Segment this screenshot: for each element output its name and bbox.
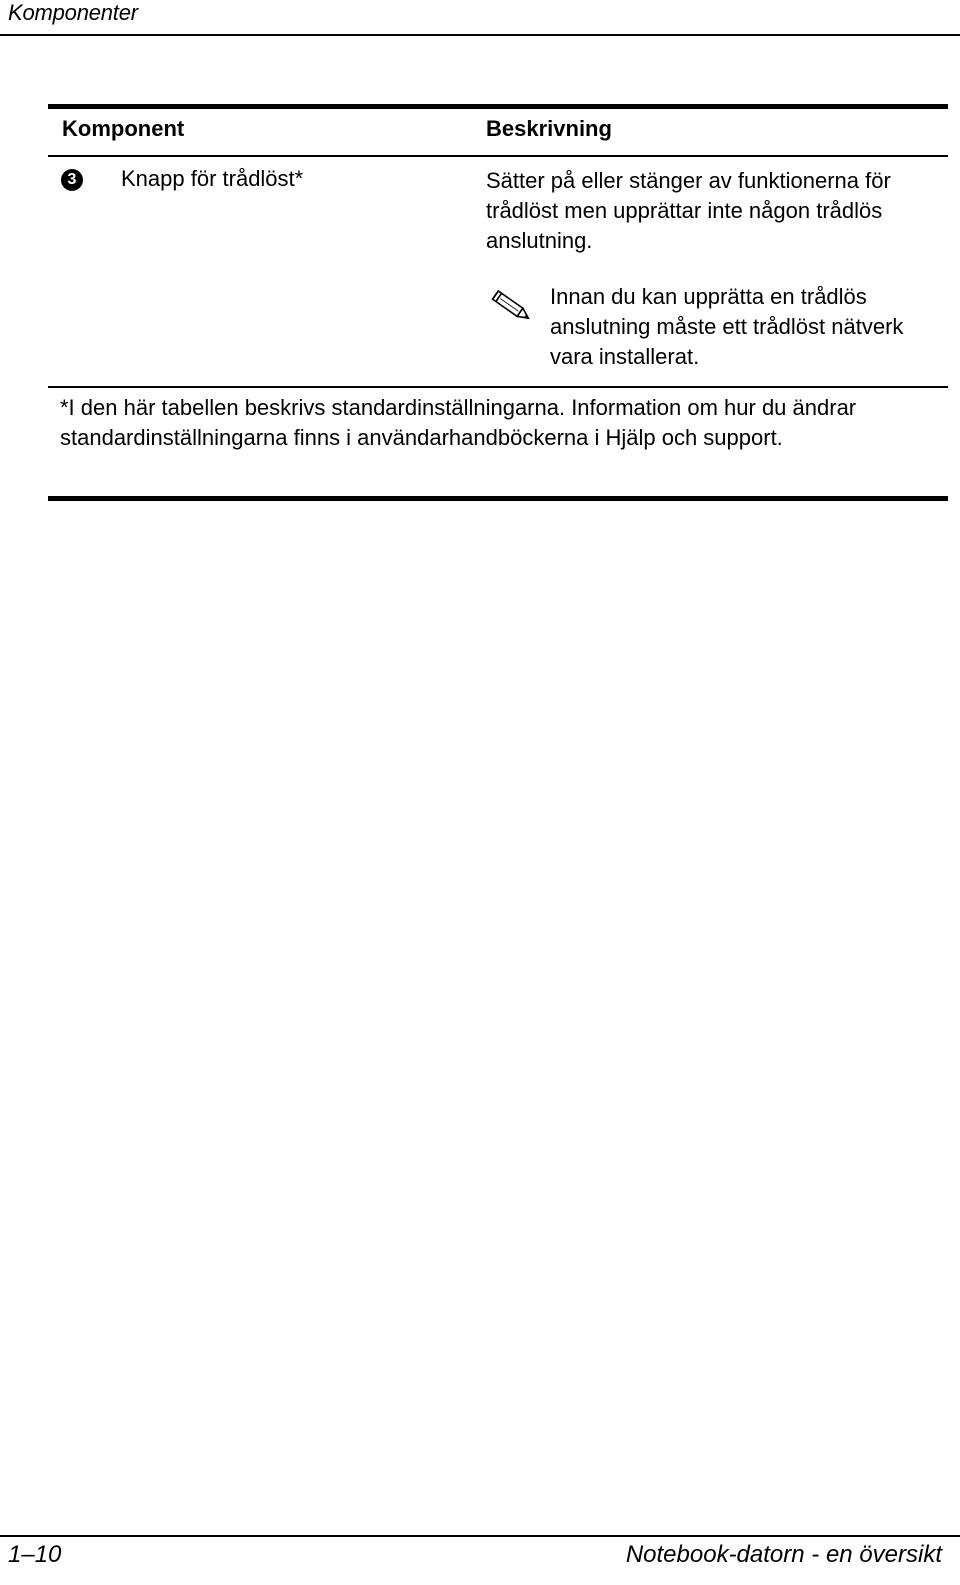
footer-rule [0,1535,960,1537]
component-description: Sätter på eller stänger av funktionerna för trådlöst men upprättar inte någon trådlös anslutning. [486,168,891,253]
book-title: Notebook-datorn - en översikt [625,1541,942,1568]
column-header-description: Beskrivning [486,116,612,141]
table-bottom-rule [48,496,948,501]
table-top-rule [48,104,948,109]
pencil-icon [486,286,536,326]
header-rule [0,34,960,36]
header-bottom-rule [48,155,948,157]
table-footnote: *I den här tabellen beskrivs standardinställningarna. Information om hur du ändrar standardinställningarna finns i användarhandböckerna i Hjälp och support. [60,395,857,450]
page-number: 1–10 [8,1541,62,1568]
callout-number-badge: 3 [61,169,83,191]
column-header-component: Komponent [62,116,185,141]
running-header: Komponenter [8,0,138,25]
footnote-rule [48,386,948,388]
note-text: Innan du kan upprätta en trådlös anslutning måste ett trådlöst nätverk vara installerat. [550,284,904,369]
component-name: Knapp för trådlöst* [121,166,304,191]
